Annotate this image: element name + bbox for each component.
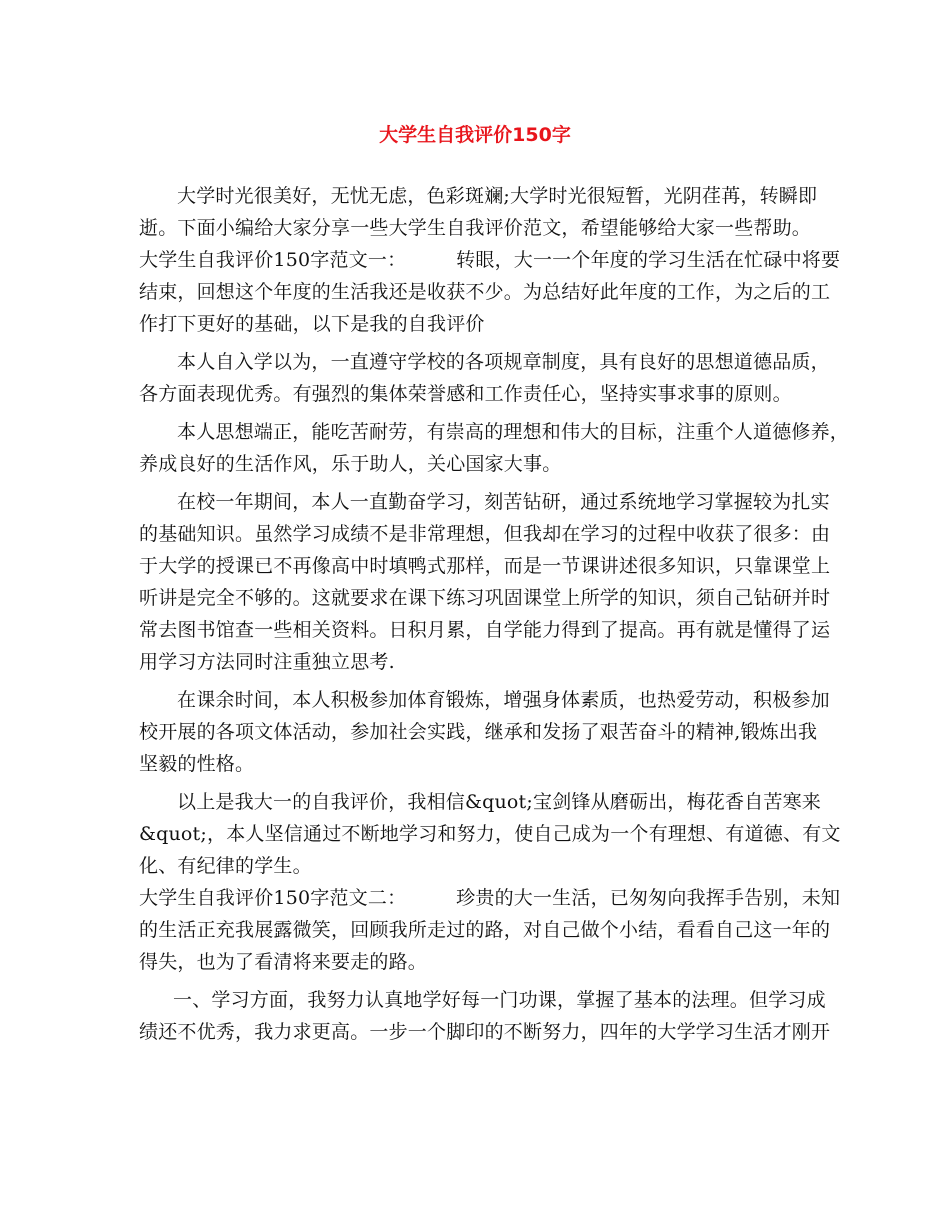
paragraph-line: 养成良好的生活作风，乐于助人，关心国家大事。: [139, 453, 562, 475]
paragraph-line: 逝。下面小编给大家分享一些大学生自我评价范文，希望能够给大家一些帮助。: [139, 217, 812, 239]
paragraph-line: 常去图书馆查一些相关资料。日积月累，自学能力得到了提高。再有就是懂得了运: [139, 619, 831, 641]
paragraph-line: 作打下更好的基础，以下是我的自我评价: [139, 313, 485, 335]
paragraph-line: 听讲是完全不够的。这就要求在课下练习巩固课堂上所学的知识，须自己钻研并时: [139, 587, 831, 609]
paragraph-line: 本人自入学以为，一直遵守学校的各项规章制度，具有良好的思想道德品质，: [177, 351, 830, 373]
paragraph-line: 的基础知识。虽然学习成绩不是非常理想，但我却在学习的过程中收获了很多：由: [139, 523, 831, 545]
paragraph-line: 本人思想端正，能吃苦耐劳，有崇高的理想和伟大的目标，注重个人道德修养，: [177, 421, 850, 443]
paragraph-line: 结束，回想这个年度的生活我还是收获不少。为总结好此年度的工作，为之后的工: [139, 281, 831, 303]
paragraph-line: 各方面表现优秀。有强烈的集体荣誉感和工作责任心，坚持实事求事的原则。: [139, 383, 792, 405]
section-heading-line: 大学生自我评价150字范文一： 转眼，大一一个年度的学习生活在忙碌中将要: [139, 249, 841, 271]
paragraph-line: 以上是我大一的自我评价，我相信&quot;宝剑锋从磨砺出，梅花香自苦寒来: [177, 791, 821, 813]
paragraph-line: 于大学的授课已不再像高中时填鸭式那样，而是一节课讲述很多知识，只靠课堂上: [139, 555, 831, 577]
section-heading-line: 大学生自我评价150字范文二： 珍贵的大一生活，已匆匆向我挥手告别，未知: [139, 887, 841, 909]
document-title: 大学生自我评价150字: [379, 124, 571, 146]
paragraph-line: 在校一年期间，本人一直勤奋学习，刻苦钻研，通过系统地学习掌握较为扎实: [177, 491, 830, 513]
paragraph-line: 在课余时间，本人积极参加体育锻炼，增强身体素质，也热爱劳动，积极参加: [177, 689, 830, 711]
document-body: [139, 180, 850, 1048]
paragraph-line: 用学习方法同时注重独立思考.: [139, 651, 395, 673]
paragraph-line: 校开展的各项文体活动，参加社会实践，继承和发扬了艰苦奋斗的精神,锻炼出我: [139, 721, 818, 743]
paragraph-line: 化、有纪律的学生。: [139, 855, 312, 877]
paragraph-line: 大学时光很美好，无忧无虑，色彩斑斓;大学时光很短暂，光阴荏苒，转瞬即: [177, 185, 818, 207]
paragraph-line: 坚毅的性格。: [139, 753, 255, 775]
paragraph-line: &quot;，本人坚信通过不断地学习和努力，使自己成为一个有理想、有道德、有文: [139, 823, 841, 845]
paragraph-line: 的生活正充我展露微笑，回顾我所走过的路，对自己做个小结，看看自己这一年的: [139, 919, 831, 941]
paragraph-line: 得失，也为了看清将来要走的路。: [139, 951, 428, 973]
paragraph-line: 一、学习方面，我努力认真地学好每一门功课，掌握了基本的法理。但学习成: [173, 989, 826, 1011]
paragraph-line: 绩还不优秀，我力求更高。一步一个脚印的不断努力，四年的大学学习生活才刚开: [139, 1021, 831, 1043]
